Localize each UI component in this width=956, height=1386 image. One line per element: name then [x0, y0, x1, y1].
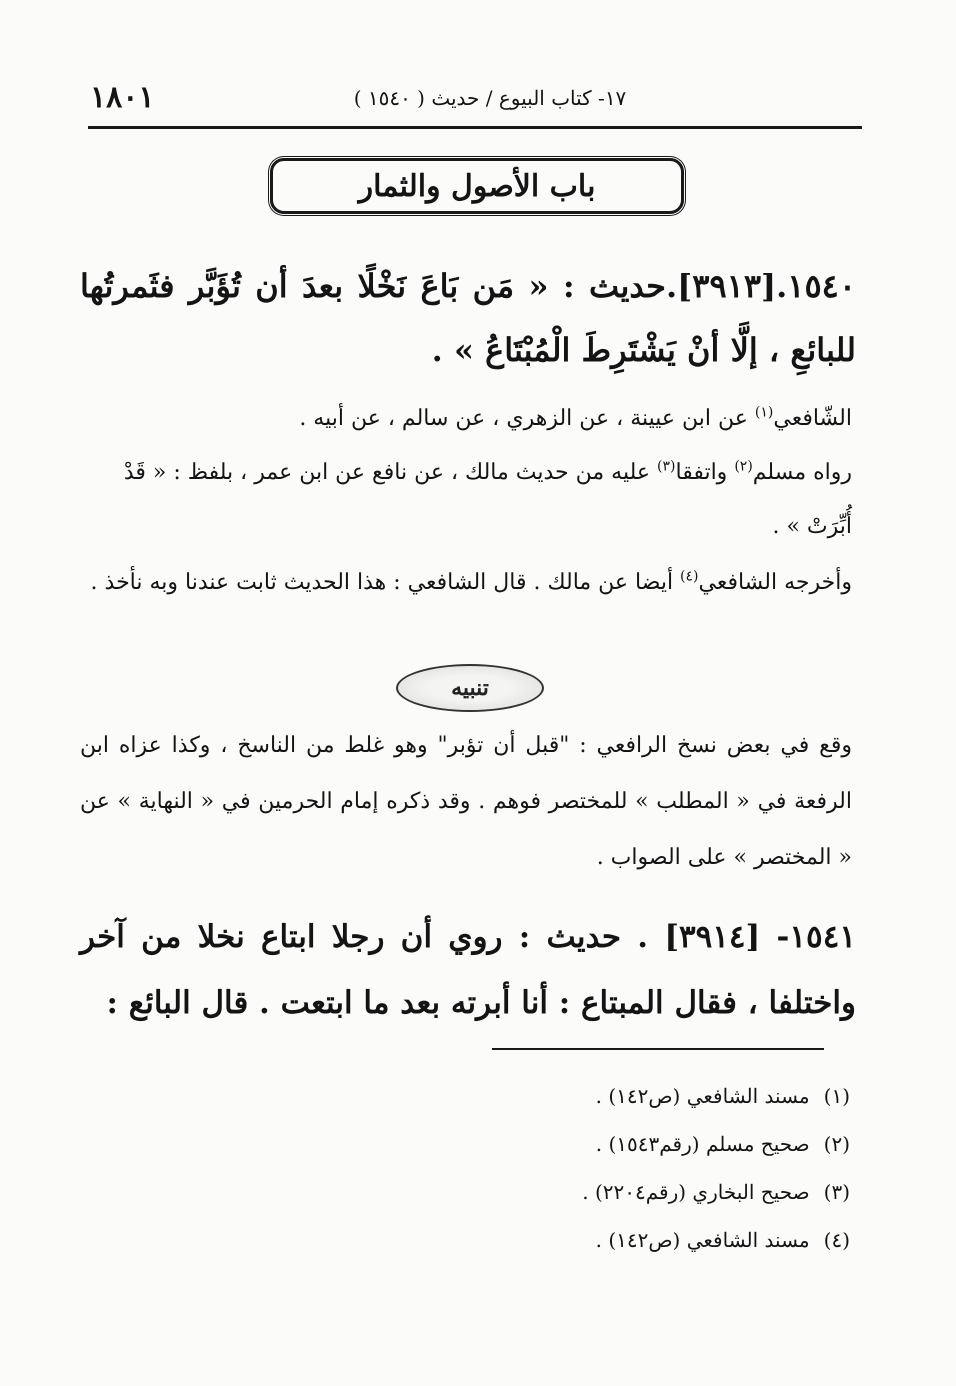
- footnote-item: [430, 1120, 850, 1168]
- hadith-label: حديث :: [562, 267, 666, 305]
- footnote-text: مسند الشافعي (ص١٤٢) .: [595, 1084, 810, 1108]
- footnote-text: صحيح البخاري (رقم٢٢٠٤) .: [582, 1180, 810, 1204]
- text-segment: أيضا عن مالك . قال الشافعي : هذا الحديث ثابت عندنا وبه نأخذ .: [90, 570, 681, 595]
- tanbih-label: تنبيه: [451, 675, 489, 701]
- chain-of-narration: [82, 392, 852, 446]
- footnote-number: (٣): [823, 1180, 850, 1204]
- text-segment: وأخرجه الشافعي: [698, 570, 852, 595]
- footnote-separator: [492, 1048, 824, 1050]
- header-rule: [88, 126, 862, 129]
- footnote-ref: (١): [754, 404, 774, 421]
- hadith-number: ١٥٤١-: [776, 919, 857, 955]
- takhrij-paragraph: [82, 446, 852, 554]
- footnote-number: (٤): [823, 1228, 850, 1252]
- shafii-paragraph: [82, 556, 852, 610]
- hadith-1541: [80, 904, 856, 1036]
- text-segment: الشّافعي: [773, 406, 852, 431]
- running-head: ١٧- كتاب البيوع / حديث ( ١٥٤٠ ): [353, 86, 627, 110]
- hadith-text: « مَن بَاعَ نَخْلًا بعدَ أن تُؤَبَّر فثَمرتُها للبائعِ ، إلَّا أنْ يَشْتَرِطَ الْمُبْتَاعُ » .: [80, 267, 856, 369]
- footnote-item: [430, 1216, 850, 1264]
- footnote-ref: (٢): [734, 458, 753, 475]
- text-segment: عليه من حديث مالك ، عن نافع عن ابن عمر ، بلفظ : « قَدْ أُبِّرَتْ » .: [123, 460, 852, 539]
- chapter-title: باب الأصول والثمار: [358, 168, 596, 204]
- footnote-text: صحيح مسلم (رقم١٥٤٣) .: [595, 1132, 810, 1156]
- footnote-number: (٢): [823, 1132, 850, 1156]
- hadith-text: روي أن رجلا ابتاع نخلا من آخر واختلفا ، فقال المبتاع : أنا أبرته بعد ما ابتعت . قال البائع :: [80, 919, 856, 1021]
- hadith-label: . حديث :: [518, 919, 649, 955]
- footnote-ref: (٤): [680, 568, 699, 585]
- footnote-item: [430, 1072, 850, 1120]
- page-number: ١٨٠١: [90, 80, 155, 115]
- tanbih-badge: [396, 664, 544, 712]
- hadith-ref: [٣٩١٣]: [677, 267, 777, 305]
- hadith-ref: [٣٩١٤]: [664, 919, 761, 955]
- footnotes: [430, 1072, 850, 1264]
- hadith-number: ١٥٤٠: [787, 267, 857, 305]
- footnote-text: مسند الشافعي (ص١٤٢) .: [595, 1228, 810, 1252]
- footnote-ref: (٣): [657, 458, 676, 475]
- footnote-number: (١): [823, 1084, 850, 1108]
- footnote-item: [430, 1168, 850, 1216]
- tanbih-text: وقع في بعض نسخ الرافعي : "قبل أن تؤبر" وهو غلط من الناسخ ، وكذا عزاه ابن الرفعة في « المطلب » للمختصر فوهم . وقد ذكره إمام الحرمين في « النهاية » عن « المختصر » على الصواب .: [80, 733, 852, 870]
- text-segment: عن ابن عيينة ، عن الزهري ، عن سالم ، عن أبيه .: [299, 406, 755, 431]
- text-segment: رواه مسلم: [752, 460, 852, 485]
- chapter-title-box: [270, 158, 684, 214]
- hadith-1540: ١٥٤٠.[٣٩١٣].حديث : « مَن بَاعَ نَخْلًا بعدَ أن تُؤَبَّر فثَمرتُها للبائعِ ، إلَّا أنْ يَشْتَرِطَ الْمُبْتَاعُ » .: [80, 267, 857, 369]
- text-segment: واتفقا: [675, 460, 735, 485]
